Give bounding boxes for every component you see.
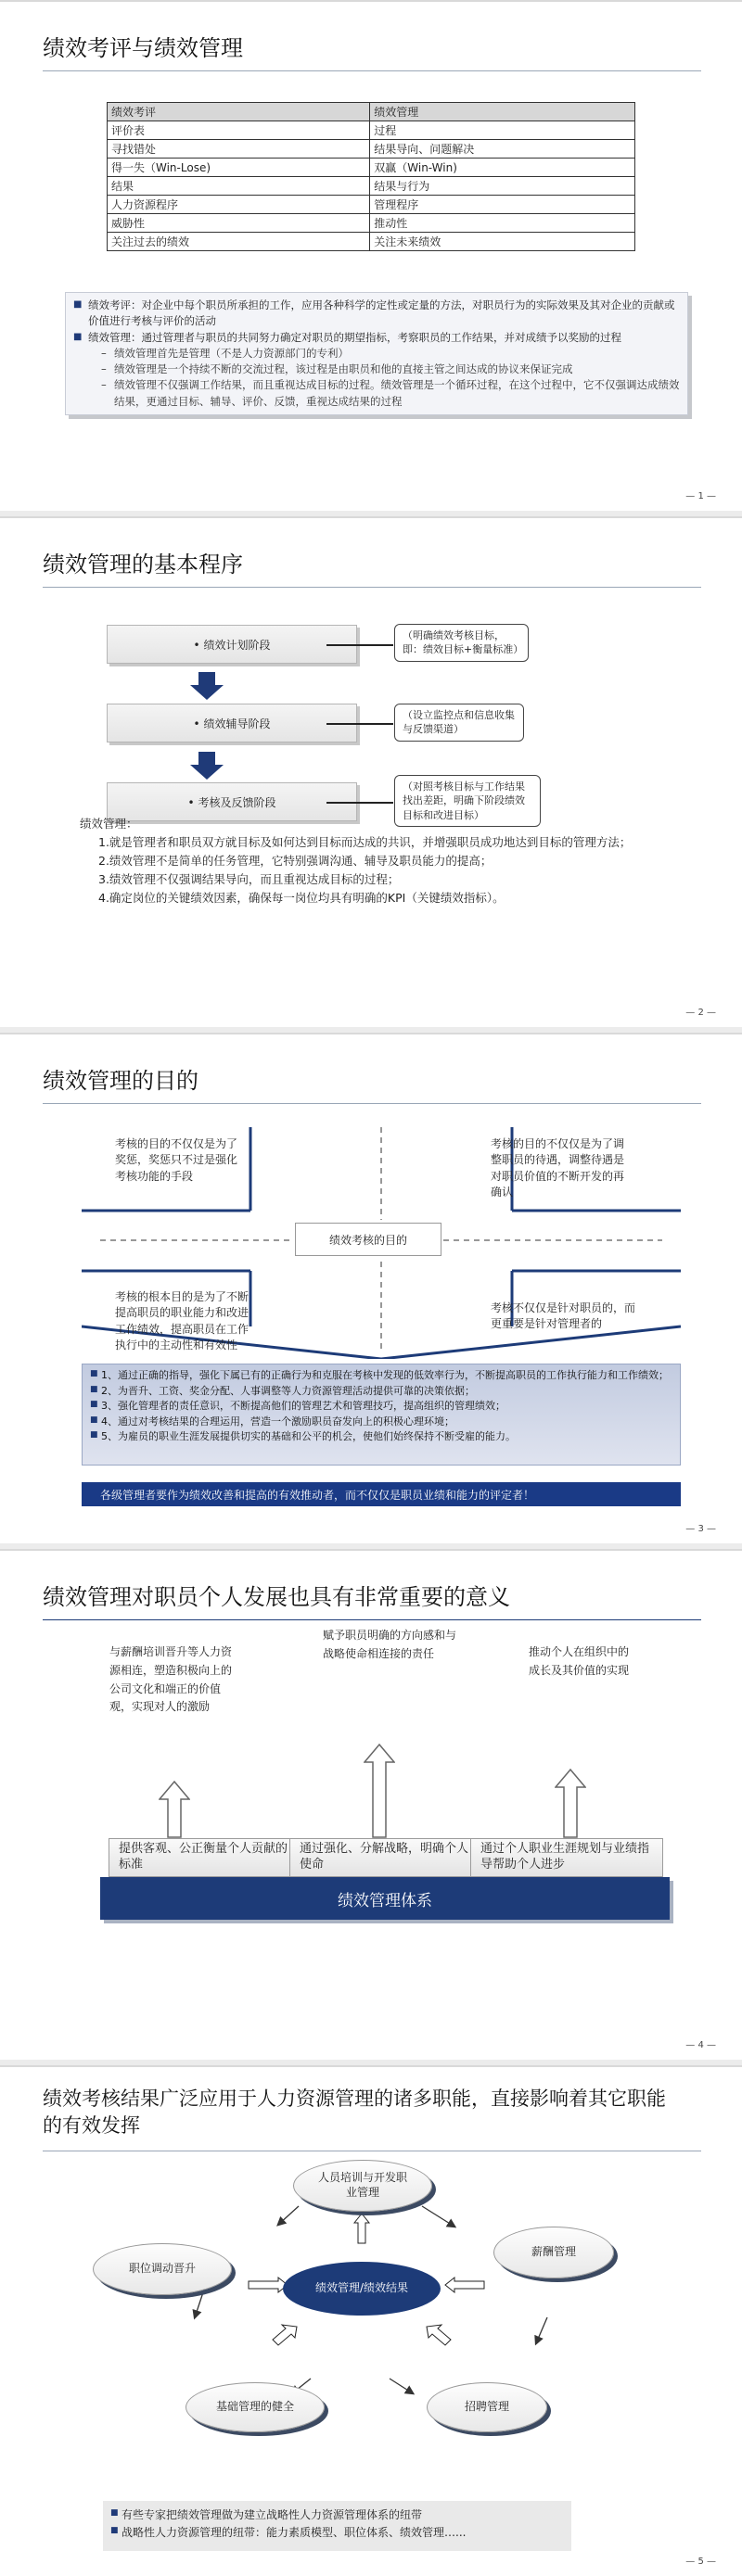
bullet-item: ■ 绩效管理：通过管理者与职员的共同努力确定对职员的期望指标，考察职员的工作结果，并对成绩予以奖励的过程 <box>73 330 680 346</box>
header-cell: 绩效考评 <box>108 103 370 121</box>
table-cell: 结果导向、问题解决 <box>370 140 635 159</box>
note-item: ■ 有些专家把绩效管理做为建立战略性人力资源管理体系的纽带 <box>110 2506 564 2524</box>
slide-title: 绩效管理对职员个人发展也具有非常重要的意义 <box>43 1584 510 1610</box>
table-cell: 关注未来绩效 <box>370 233 635 251</box>
slide-1 <box>0 0 742 511</box>
purpose-list <box>82 1364 681 1466</box>
page-number: — 4 — <box>685 2040 716 2050</box>
purpose-center-box <box>295 1223 441 1256</box>
table-cell: 威胁性 <box>108 214 370 233</box>
purpose-item: ■ 1、通过正确的指导，强化下属已有的正确行为和克服在考核中发现的低效率行为，不断提高职员的工作执行能力和工作绩效； <box>90 1368 672 1384</box>
connector-line <box>326 802 393 804</box>
slide-3 <box>0 1033 742 1543</box>
stage-plan <box>107 625 357 664</box>
process-point: 3.绩效管理不仅强调结果导向，而且重视达成目标的过程； <box>98 872 400 886</box>
slide-title: 绩效考核结果广泛应用于人力资源管理的诸多职能，直接影响着其它职能的有效发挥 <box>43 2087 666 2138</box>
meaning-text: 赋予职员明确的方向感和与战略使命相连接的责任 <box>323 1629 457 1660</box>
purpose-top-right: 考核的目的不仅仅是为了调整职员的待遇，调整待遇是对职员价值的不断开发的再确认 <box>491 1137 625 1199</box>
table-cell: 结果与行为 <box>370 177 635 196</box>
table-header-row <box>108 103 635 121</box>
header-cell: 绩效管理 <box>370 103 635 121</box>
table-cell: 寻找错处 <box>108 140 370 159</box>
up-arrow-icon <box>364 1744 395 1838</box>
table-row <box>108 159 635 177</box>
manager-role-bar <box>82 1482 681 1506</box>
process-heading: 绩效管理： <box>80 817 138 831</box>
stage-label: • 考核及反馈阶段 <box>188 794 276 810</box>
page-number: — 3 — <box>685 1524 716 1534</box>
node-recruiting: 招聘管理 <box>427 2382 547 2432</box>
process-point: 2.绩效管理不是简单的任务管理，它特别强调沟通、辅导及职员能力的提高； <box>98 854 493 868</box>
table-row <box>108 196 635 214</box>
purpose-bottom-right: 考核不仅仅是针对职员的，而更重要是针对管理者的 <box>491 1301 636 1331</box>
definition-box <box>65 292 688 415</box>
node-core: 绩效管理/绩效结果 <box>283 2262 441 2316</box>
purpose-item: ■ 5、为雇员的职业生涯发展提供切实的基础和公平的机会，使他们始终保持不断受雇的能力。 <box>90 1429 672 1445</box>
down-arrow-icon <box>190 752 224 780</box>
manager-role-text: 各级管理者要作为绩效改善和提高的有效推动者，而不仅仅是职员业绩和能力的评定者！ <box>100 1488 535 1502</box>
table-cell: 关注过去的绩效 <box>108 233 370 251</box>
table-row <box>108 214 635 233</box>
node-promotion: 职位调动晋升 <box>93 2243 232 2295</box>
system-bar <box>100 1877 670 1920</box>
system-function-box: 提供客观、公正衡量个人贡献的标准 <box>109 1838 301 1877</box>
up-arrow-icon <box>555 1769 586 1838</box>
stage-label: • 绩效辅导阶段 <box>194 716 271 731</box>
slide-title: 绩效管理的目的 <box>43 1068 198 1094</box>
connector-line <box>326 723 393 725</box>
stage-coach <box>107 704 357 742</box>
center-label: 绩效考核的目的 <box>328 1233 407 1247</box>
slide-2 <box>0 516 742 1027</box>
table-row <box>108 177 635 196</box>
page-number: — 5 — <box>685 2557 716 2567</box>
sub-bullet-item: – 绩效管理不仅强调工作结果，而且重视达成目标的过程。绩效管理是一个循环过程，在这个过程中，它不仅强调达成绩效结果，更通过目标、辅导、评价、反馈，重视达成结果的过程 <box>73 377 680 410</box>
system-bar-label: 绩效管理体系 <box>338 1891 432 1910</box>
system-function-box: 通过个人职业生涯规划与业绩指导帮助个人进步 <box>470 1838 663 1877</box>
table-cell: 得一失（Win-Lose) <box>108 159 370 177</box>
title-rule <box>43 587 701 588</box>
up-arrow-icon <box>159 1781 190 1838</box>
sub-bullet-item: – 绩效管理是一个持续不断的交流过程，该过程是由职员和他的直接主管之间达成的协议来保证完成 <box>73 362 680 377</box>
purpose-bottom-left: 考核的根本目的是为了不断提高职员的职业能力和改进工作绩效，提高职员在工作执行中的主动性和有效性 <box>115 1290 249 1352</box>
purpose-item: ■ 3、强化管理者的责任意识，不断提高他们的管理艺术和管理技巧，提高组织的管理绩效； <box>90 1399 672 1415</box>
node-training: 人员培训与开发职业管理 <box>293 2160 432 2212</box>
title-rule <box>43 1103 701 1104</box>
system-function-box: 通过强化、分解战略，明确个人使命 <box>289 1838 482 1877</box>
node-salary: 薪酬管理 <box>493 2227 614 2278</box>
node-foundation: 基础管理的健全 <box>186 2382 325 2432</box>
slide-title: 绩效考评与绩效管理 <box>43 35 243 61</box>
sub-bullet-item: – 绩效管理首先是管理（不是人力资源部门的专利） <box>73 346 680 362</box>
purpose-item: ■ 2、为晋升、工资、奖金分配、人事调整等人力资源管理活动提供可靠的决策依据； <box>90 1384 672 1400</box>
table-row <box>108 121 635 140</box>
note-item: ■ 战略性人力资源管理的纽带：能力素质模型、职位体系、绩效管理…... <box>110 2524 564 2542</box>
table-cell: 推动性 <box>370 214 635 233</box>
title-rule <box>43 1619 701 1620</box>
purpose-item: ■ 4、通过对考核结果的合理运用，营造一个激励职员奋发向上的积极心理环境； <box>90 1415 672 1430</box>
table-cell: 人力资源程序 <box>108 196 370 214</box>
process-point: 1.就是管理者和职员双方就目标及如何达到目标而达成的共识，并增强职员成功地达到目标的管理方法； <box>98 835 632 849</box>
table-cell: 管理程序 <box>370 196 635 214</box>
notes-box <box>103 2501 571 2551</box>
stage-label: • 绩效计划阶段 <box>194 637 271 653</box>
page-number: — 2 — <box>685 1008 716 1018</box>
table-cell: 结果 <box>108 177 370 196</box>
connection-arrows <box>0 2067 742 2576</box>
table-cell: 双赢（Win-Win) <box>370 159 635 177</box>
page-number: — 1 — <box>685 491 716 501</box>
slide-title: 绩效管理的基本程序 <box>43 552 243 577</box>
bullet-item: ■ 绩效考评：对企业中每个职员所承担的工作，应用各种科学的定性或定量的方法，对职员行为的实际效果及其对企业的贡献或价值进行考核与评价的活动 <box>73 298 680 330</box>
process-point: 4.确定岗位的关键绩效因素，确保每一岗位均具有明确的KPI（关键绩效指标）。 <box>98 891 505 905</box>
purpose-top-left: 考核的目的不仅仅是为了奖惩，奖惩只不过是强化考核功能的手段 <box>115 1137 238 1183</box>
slide-5 <box>0 2065 742 2576</box>
table-cell: 过程 <box>370 121 635 140</box>
stage-note: （对照考核目标与工作结果找出差距，明确下阶段绩效目标和改进目标） <box>394 775 541 827</box>
table-cell: 评价表 <box>108 121 370 140</box>
meaning-text: 推动个人在组织中的成长及其价值的实现 <box>529 1645 630 1677</box>
stage-note: （设立监控点和信息收集与反馈渠道） <box>394 704 524 742</box>
meaning-text: 与薪酬培训晋升等人力资源相连，塑造积极向上的公司文化和端正的价值观，实现对人的激励 <box>109 1645 233 1714</box>
table-row <box>108 140 635 159</box>
stage-note: （明确绩效考核目标，即：绩效目标+衡量标准） <box>394 624 529 662</box>
slide-4 <box>0 1549 742 2060</box>
down-arrow-icon <box>190 672 224 700</box>
title-rule <box>43 70 701 71</box>
table-row <box>108 233 635 251</box>
connector-line <box>326 644 393 646</box>
comparison-table <box>107 102 635 251</box>
process-text <box>80 815 673 907</box>
